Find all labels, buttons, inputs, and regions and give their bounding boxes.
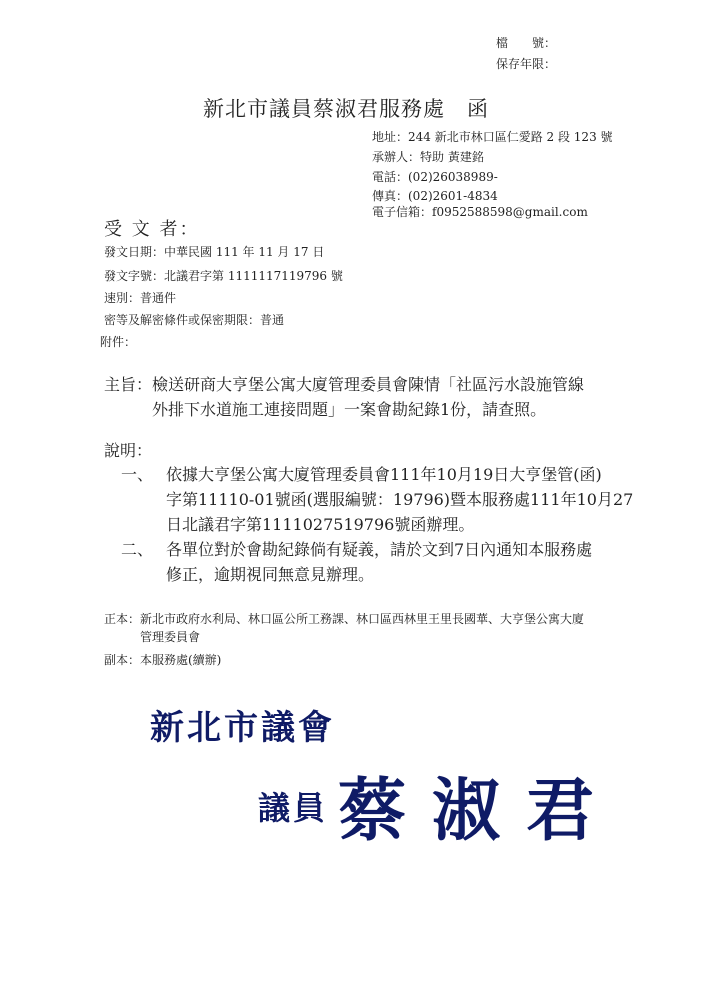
item-1-number: 一、	[121, 465, 154, 484]
subject-line-2: 外排下水道施工連接問題」一案會勘紀錄1份，請查照。	[152, 400, 547, 419]
file-no-label: 檔 號：	[496, 36, 557, 50]
seal-name: 蔡淑君	[338, 771, 621, 851]
item-2-line-2: 修正，逾期視同無意見辦理。	[166, 565, 375, 584]
main-recipients-line-2: 管理委員會	[140, 630, 201, 644]
secrecy-level: 密等及解密條件或保密期限：普通	[104, 313, 285, 327]
document-title: 新北市議員蔡淑君服務處 函	[203, 97, 489, 121]
seal-role: 議員	[258, 789, 329, 827]
item-1-line-1: 依據大亨堡公寓大廈管理委員會111年10月19日大亨堡管(函)	[166, 465, 602, 484]
retention-label: 保存年限：	[496, 57, 557, 71]
carbon-copy: 副本：本服務處(續辦)	[104, 653, 222, 667]
attachment-label: 附件：	[100, 335, 137, 349]
phone: 電話：(02)26038989-	[372, 170, 498, 184]
subject-line-1: 主旨：檢送研商大亨堡公寓大廈管理委員會陳情「社區污水設施管線	[104, 375, 585, 394]
fax: 傳真：(02)2601-4834	[372, 189, 498, 203]
recipient-label: 受 文 者：	[104, 219, 200, 240]
item-2-line-1: 各單位對於會勘紀錄倘有疑義，請於文到7日內通知本服務處	[166, 540, 593, 559]
email: 電子信箱：f0952588598@gmail.com	[372, 205, 588, 219]
handler: 承辦人：特助 黃建銘	[372, 150, 484, 164]
explanation-label: 說明：	[104, 441, 153, 460]
item-1-line-2: 字第11110-01號函(選服編號：19796)暨本服務處111年10月27	[166, 490, 634, 509]
doc-number: 發文字號：北議君字第 1111117119796 號	[104, 269, 343, 283]
item-2-number: 二、	[121, 540, 154, 559]
item-1-line-3: 日北議君字第1111027519796號函辦理。	[166, 515, 475, 534]
seal-council: 新北市議會	[150, 708, 335, 748]
delivery-speed: 速別：普通件	[104, 291, 177, 305]
address: 地址：244 新北市林口區仁愛路 2 段 123 號	[372, 130, 613, 144]
main-recipients-line-1: 正本：新北市政府水利局、林口區公所工務課、林口區西林里王里長國華、大亨堡公寓大廈	[104, 612, 585, 626]
issue-date: 發文日期：中華民國 111 年 11 月 17 日	[104, 245, 325, 259]
